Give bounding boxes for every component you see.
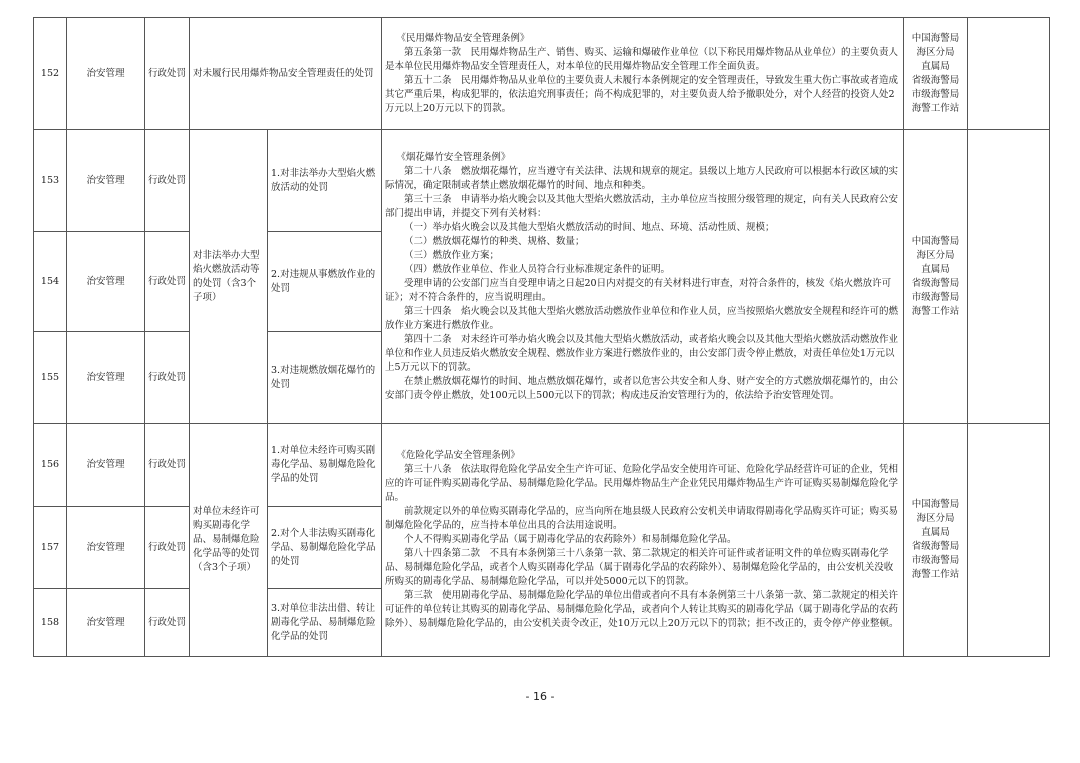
legal-clause: （二）燃放烟花爆竹的种类、规格、数量；: [404, 235, 585, 247]
agency-line: 海区分局: [916, 513, 955, 524]
legal-basis: [382, 18, 904, 130]
item-category: 治安管理: [67, 507, 145, 589]
legal-clause: （三）燃放作业方案；: [404, 249, 500, 261]
remarks-cell: [968, 18, 1050, 130]
law-title: 《烟花爆竹安全管理条例》: [396, 151, 511, 163]
enforcement-agency: [904, 424, 968, 657]
item-type: 行政处罚: [145, 507, 190, 589]
legal-clause: 在禁止燃放烟花爆竹的时间、地点燃放烟花爆竹，或者以危害公共安全和人身、财产安全的方式燃放烟花爆竹的，由公安部门责令停止燃放，处100元以上500元以下的罚款；构成违反治安管理行为的，依法给予治安管理处罚。: [385, 375, 899, 401]
item-type: 行政处罚: [145, 332, 190, 424]
legal-clause: 第三十四条 焰火晚会以及其他大型焰火燃放活动燃放作业单位和作业人员，应当按照焰火燃放安全规程和经许可的燃放作业方案进行燃放作业。: [385, 305, 899, 331]
item-name: 对单位未经许可购买剧毒化学品、易制爆危险化学品等的处罚（含3个子项）: [190, 424, 268, 657]
table-row: [34, 18, 1050, 130]
enforcement-agency: [904, 18, 968, 130]
agency-line: 中国海警局: [911, 499, 960, 510]
item-number: 152: [34, 18, 67, 130]
agency-line: 海区分局: [916, 249, 955, 261]
item-type: 行政处罚: [145, 130, 190, 232]
item-category: 治安管理: [67, 332, 145, 424]
agency-line: 市级海警局: [911, 555, 960, 566]
item-name: 对非法举办大型焰火燃放活动等的处罚（含3个子项）: [190, 130, 268, 424]
agency-line: 市级海警局: [911, 291, 960, 303]
legal-clause: 第三十八条 依法取得危险化学品安全生产许可证、危险化学品安全使用许可证、危险化学品经营许可证的企业，凭相应的许可证件购买剧毒化学品、易制爆危险化学品。民用爆炸物品生产企业凭民用爆炸物品生产许可证购买易制爆危险化学品。: [385, 464, 899, 503]
sub-item-name: 2.对违规从事燃放作业的处罚: [268, 232, 382, 332]
item-type: 行政处罚: [145, 589, 190, 657]
legal-clause: （一）举办焰火晚会以及其他大型焰火燃放活动的时间、地点、环境、活动性质、规模；: [404, 221, 775, 233]
item-category: 治安管理: [67, 424, 145, 507]
table-row: [34, 130, 1050, 232]
table-row: [34, 424, 1050, 507]
item-category: 治安管理: [67, 589, 145, 657]
legal-basis: [382, 130, 904, 424]
sub-item-name: 3.对单位非法出借、转让剧毒化学品、易制爆危险化学品的处罚: [268, 589, 382, 657]
legal-clause: 第四十二条 对未经许可举办焰火晚会以及其他大型焰火燃放活动，或者焰火晚会以及其他大型焰火燃放活动燃放作业单位和作业人员违反焰火燃放安全规程、燃放作业方案进行燃放作业的，由公安部门责令停止燃放，对责任单位处1万元以上5万元以下的罚款。: [385, 333, 899, 373]
legal-clause: 第三款 使用剧毒化学品、易制爆危险化学品的单位出借或者向不具有本条例第三十八条第一款、第二款规定的相关许可证件的单位转让其购买的剧毒化学品、易制爆危险化学品，或者向个人转让其购买的剧毒化学品（属于剧毒化学品的农药除外）、易制爆危险化学品的，由公安机关责令改正，处10万元以上20万元以下的罚款；拒不改正的，责令停产停业整顿。: [385, 590, 899, 629]
item-number: 156: [34, 424, 67, 507]
legal-clause: 第五十二条 民用爆炸物品从业单位的主要负责人未履行本条例规定的安全管理责任，导致发生重大伤亡事故或者造成其它严重后果，构成犯罪的，依法追究刑事责任；尚不构成犯罪的，对主要负责人给予撤职处分，对个人经营的投资人处2万元以上20万元以下的罚款。: [385, 74, 899, 114]
item-type: 行政处罚: [145, 424, 190, 507]
item-number: 154: [34, 232, 67, 332]
legal-basis: [382, 424, 904, 657]
agency-line: 中国海警局: [911, 235, 960, 247]
legal-clause: 受理申请的公安部门应当自受理申请之日起20日内对提交的有关材料进行审查，对符合条件的，核发《焰火燃放许可证》；对不符合条件的，应当说明理由。: [385, 277, 892, 303]
item-number: 153: [34, 130, 67, 232]
legal-clause: 第八十四条第二款 不具有本条例第三十八条第一款、第二款规定的相关许可证件或者证明文件的单位购买剧毒化学品、易制爆危险化学品，或者个人购买剧毒化学品（属于剧毒化学品的农药除外）、易制爆危险化学品的，由公安机关没收所购买的剧毒化学品、易制爆危险化学品，可以并处5000元以下的罚款。: [385, 548, 894, 587]
legal-clause: （四）燃放作业单位、作业人员符合行业标准规定条件的证明。: [404, 263, 671, 275]
agency-line: 省级海警局: [911, 277, 960, 289]
legal-clause: 第三十三条 申请举办焰火晚会以及其他大型焰火燃放活动，主办单位应当按照分级管理的规定，向有关人民政府公安部门提出申请，并提交下列有关材料：: [385, 193, 899, 219]
item-category: 治安管理: [67, 130, 145, 232]
item-type: 行政处罚: [145, 18, 190, 130]
law-title: 《危险化学品安全管理条例》: [396, 450, 520, 461]
item-name: 对未履行民用爆炸物品安全管理责任的处罚: [190, 18, 382, 130]
sub-item-name: 1.对非法举办大型焰火燃放活动的处罚: [268, 130, 382, 232]
agency-line: 直属局: [921, 263, 950, 275]
agency-line: 海警工作站: [911, 569, 960, 580]
sub-item-name: 3.对违规燃放烟花爆竹的处罚: [268, 332, 382, 424]
legal-clause: 前款规定以外的单位购买剧毒化学品的，应当向所在地县级人民政府公安机关申请取得剧毒化学品购买许可证；购买易制爆危险化学品的，应当持本单位出具的合法用途说明。: [385, 506, 899, 531]
item-category: 治安管理: [67, 232, 145, 332]
enforcement-agency: [904, 130, 968, 424]
item-category: 治安管理: [67, 18, 145, 130]
agency-line: 省级海警局: [911, 541, 960, 552]
item-number: 157: [34, 507, 67, 589]
agency-line: 中国海警局: [911, 32, 960, 44]
item-number: 155: [34, 332, 67, 424]
agency-line: 海警工作站: [911, 102, 960, 114]
item-type: 行政处罚: [145, 232, 190, 332]
legal-clause: 第二十八条 燃放烟花爆竹，应当遵守有关法律、法规和规章的规定。县级以上地方人民政府可以根据本行政区域的实际情况，确定限制或者禁止燃放烟花爆竹的时间、地点和种类。: [385, 165, 899, 191]
agency-line: 直属局: [921, 60, 950, 72]
law-title: 《民用爆炸物品安全管理条例》: [396, 32, 530, 44]
sub-item-name: 2.对个人非法购买剧毒化学品、易制爆危险化学品的处罚: [268, 507, 382, 589]
item-number: 158: [34, 589, 67, 657]
agency-line: 海警工作站: [911, 305, 960, 317]
agency-line: 海区分局: [916, 46, 955, 58]
agency-line: 市级海警局: [911, 88, 960, 100]
sub-item-name: 1.对单位未经许可购买剧毒化学品、易制爆危险化学品的处罚: [268, 424, 382, 507]
agency-line: 省级海警局: [911, 74, 960, 86]
legal-clause: 个人不得购买剧毒化学品（属于剧毒化学品的农药除外）和易制爆危险化学品。: [404, 534, 737, 545]
remarks-cell: [968, 424, 1050, 657]
page-number: - 16 -: [525, 690, 555, 703]
remarks-cell: [968, 130, 1050, 424]
legal-clause: 第五条第一款 民用爆炸物品生产、销售、购买、运输和爆破作业单位（以下称民用爆炸物品从业单位）的主要负责人是本单位民用爆炸物品安全管理责任人，对本单位的民用爆炸物品安全管理工作全面负责。: [385, 46, 899, 72]
agency-line: 直属局: [921, 527, 950, 538]
power-list-table: [33, 17, 1050, 657]
